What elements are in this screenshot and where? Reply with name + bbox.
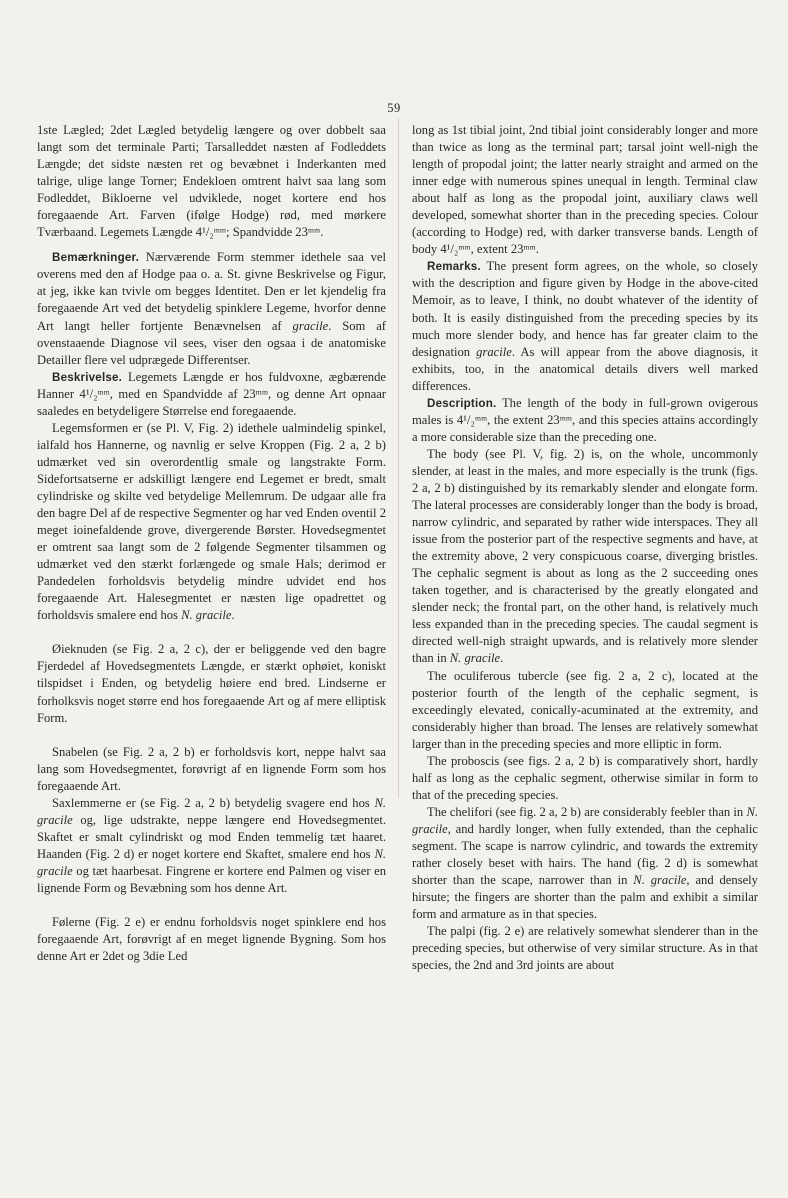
paragraph: The palpi (fig. 2 e) are relatively somewhat slenderer than in the preceding species, but otherwise of very similar structure. As in that species, the 2nd and 3rd joints are about — [412, 924, 758, 973]
remarks-heading: Remarks. — [427, 260, 481, 274]
paragraph: Følerne (Fig. 2 e) er endnu forholdsvis noget spinklere end hos foregaaende Art, forøvrigt af en meget lignende Bygning. Som hos denne Art er 2det og 3die Led — [37, 915, 386, 964]
paragraph: long as 1st tibial joint, 2nd tibial joint considerably longer and more than twice as long as the terminal part; tarsal joint well-nigh the length of propodal joint; the latter nearly straight and armed on the inner edge with numerous spines unequal in length. Terminal claw about half as long as the propodal joint, auxiliary claws well developed, somewhat shorter than in the preceding species. Colour (according to Hodge) red, with darker transverse bands. Length of body 4¹/₂ᵐᵐ, extent 23ᵐᵐ. — [412, 123, 758, 257]
remarks-heading: Bemærkninger. — [52, 251, 140, 265]
description-heading: Beskrivelse. — [52, 370, 123, 384]
paragraph: The proboscis (see figs. 2 a, 2 b) is comparatively short, hardly half as long as the cephalic segment, otherwise similar in form to that of the preceding species. — [412, 753, 758, 802]
paragraph: Remarks. The present form agrees, on the whole, so closely with the description and figure given by Hodge in the above-cited Memoir, as to leave, I think, no doubt whatever of the identity of both. It is easily distinguished from the preceding species by its much more slender body, and hence has far greater claim to the designation gracile. As will appear from the above diagnosis, it exhibits, too, in the anatomical details divers well marked differences. — [412, 259, 759, 393]
paragraph: Saxlemmerne er (se Fig. 2 a, 2 b) betydelig svagere end hos N. gracile og, lige udstrakte, neppe længere end Hovedsegmentet. Skaftet er smalt cylindriskt og mod Enden temmelig tæt haaret. Haanden (Fig. 2 d) er noget kortere end Skaftet, smalere end hos N. gracile og tæt haarbesat. Fingrene er kortere end Palmen og viser en lignende Form og Bevæbning som hos denne Art. — [37, 795, 386, 895]
paragraph: Snabelen (se Fig. 2 a, 2 b) er forholdsvis kort, neppe halvt saa lang som Hovedsegmentet, forøvrigt af en lignende Form som hos foregaaende Art. — [37, 744, 386, 793]
paragraph: Legemsformen er (se Pl. V, Fig. 2) idethele ualmindelig spinkel, ialfald hos Hannerne, og navnlig er selve Kroppen (Fig. 2 a, 2 b) udmærket ved sin overordentlig smale og langstrakte Form. Sidefortsatserne er adskilligt længere end Legemet er bredt, smalt cylindriske og skilte ved betydelige Mellemrum. De udgaar alle fra den bagre Del af de respective Segmenter og har ved Enden oventil 2 meget ioinefaldende grove, divergerende Børster. Hovedsegmentet er omtrent saa langt som de 2 følgende Segmenter tilsammen og udmærket ved den stærkt forlængede og smale Hals; derimod er Pandedelen forholdsvis betydelig mindre udvidet end hos foregaaende Art. Halesegmentet er næsten lige opadrettet og forholdsvis smalere end hos N. gracile. — [37, 420, 386, 623]
page-number: 59 — [387, 101, 401, 115]
paragraph: Description. The length of the body in full-grown ovigerous males is 4¹/₂ᵐᵐ, the extent 23ᵐᵐ, and this species attains accordingly a more considerable size than the preceding one. — [412, 395, 758, 444]
paragraph: Bemærkninger. Nærværende Form stemmer idethele saa vel overens med den af Hodge paa o. a. St. givne Beskrivelse og Figur, at jeg, ikke kan tvivle om begges Identitet. Den er let kjendelig fra foregaaende Art ved det betydelig spinklere Legeme, hvorfor denne Art langt heller fortjente Benævnelsen af gracile. Som af ovenstaaende Diagnose vil sees, viser den ogsaa i de anatomiske Detailler flere vel udprægede Differentser. — [37, 250, 386, 367]
left-column-norwegian — [37, 122, 386, 965]
description-heading: Description. — [427, 396, 497, 410]
paragraph: The chelifori (see fig. 2 a, 2 b) are considerably feebler than in N. gracile, and hardly longer, when fully extended, than the cephalic segment. The scape is narrow cylindric, and towards the extremity rather closely beset with hairs. The hand (fig. 2 d) is somewhat shorter than the scape, narrower than in N. gracile, and densely hirsute; the fingers are shorter than the palm and exhibit a similar form and armature as in that species. — [412, 804, 758, 922]
right-column-english — [412, 122, 758, 974]
paragraph: 1ste Lægled; 2det Lægled betydelig længere og over dobbelt saa langt som det terminale Parti; Tarsalleddet næsten af Fodleddets Længde; det sidste næsten ret og bevæbnet i Inderkanten med talrige, ulige lange Torner; Endekloen omtrent halvt saa lang som Fodleddet, Bikloerne vel udviklede, noget kortere end hos foregaaende Art. Farven (ifølge Hodge) rød, med mørkere Tværbaand. Legemets Længde 4¹/₂ᵐᵐ; Spandvidde 23ᵐᵐ. — [37, 123, 386, 240]
paragraph: Beskrivelse. Legemets Længde er hos fuldvoxne, ægbærende Hanner 4¹/₂ᵐᵐ, med en Spandvidde af 23ᵐᵐ, og denne Art opnaar saaledes en betydeligere Størrelse end foregaaende. — [37, 369, 386, 418]
paragraph: Øieknuden (se Fig. 2 a, 2 c), der er beliggende ved den bagre Fjerdedel af Hovedsegmentets Længde, er stærkt ophøiet, koniskt tilspidset i Enden, og betydelig høiere end bred. Lindserne er forholksvis noget større end hos foregaaende Art og af mere elliptisk Form. — [37, 642, 386, 725]
paragraph: The oculiferous tubercle (see fig. 2 a, 2 c), located at the posterior fourth of the length of the cephalic segment, is exceedingly elevated, conically-acuminated at the extremity, and considerably higher than broad. The lenses are relatively somewhat larger than in the preceding species and more elliptic in form. — [412, 668, 758, 751]
paragraph: The body (see Pl. V, fig. 2) is, on the whole, uncommonly slender, at least in the males, and more especially is the trunk (figs. 2 a, 2 b) distinguished by its remarkably slender and elongate form. The lateral processes are considerably longer than the body is broad, narrow cylindric, and separated by rather wide interspaces. They all issue from the posterior part of the respective segments and have, at the extremity above, 2 very conspicuous coarse, diverging bristles. The cephalic segment is about as long as the 2 succeeding ones taken together, and is characterised by the greatly elongated and slender neck; the frontal part, on the other hand, is relatively much less expanded than in the preceding species. The caudal segment is directed well-nigh straight upwards, and is relatively more slender than in N. gracile. — [412, 446, 758, 666]
column-divider — [398, 118, 399, 798]
